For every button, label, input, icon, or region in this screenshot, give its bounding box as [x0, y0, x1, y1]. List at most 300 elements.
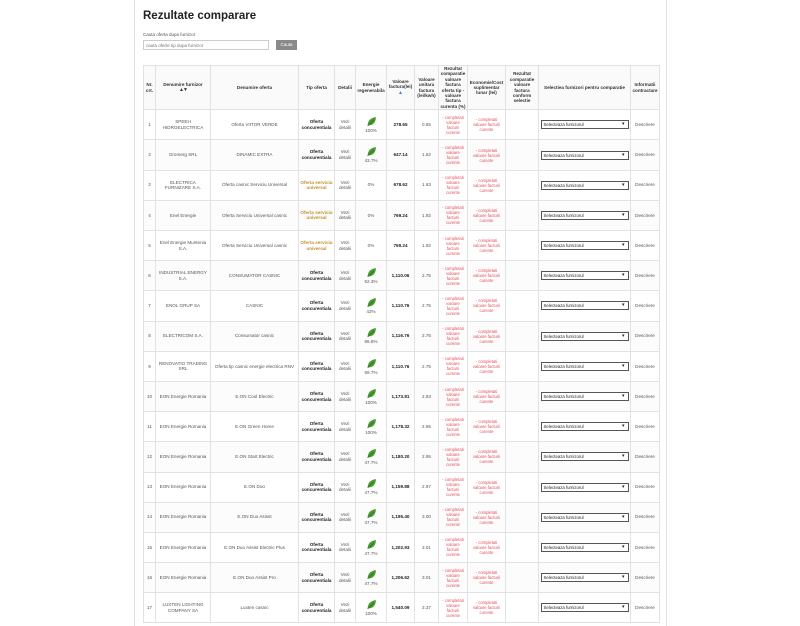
cell-valoare: 1,202.93 [387, 532, 415, 562]
cell-economie: - completati valoare facturii curente [468, 381, 506, 411]
cell-comparatie [506, 412, 539, 442]
supplier-select-value: Selecteaza furnizorul [543, 454, 584, 460]
cell-oferta: Luxten casnic [211, 593, 299, 623]
details-link[interactable]: Vezi detalii [338, 481, 351, 493]
cell-comparatie [506, 200, 539, 230]
supplier-select-value: Selecteaza furnizorul [543, 333, 584, 339]
cell-pret: 2.93 [415, 381, 439, 411]
cell-detalii[interactable] [335, 200, 356, 230]
cell-info[interactable] [631, 442, 660, 472]
cell-info[interactable] [631, 412, 660, 442]
col-header-valoare-label: Valoare factura(lei) [388, 79, 413, 90]
leaf-icon [357, 539, 385, 550]
cell-nr: 11 [144, 412, 156, 442]
supplier-select[interactable] [541, 181, 629, 190]
cell-comparatie [506, 472, 539, 502]
cell-tip: Oferta serviciu universal [299, 200, 335, 230]
cell-rezultat: - completati valoare facturii curente [439, 291, 468, 321]
cell-rezultat: - completati valoare facturii curente [439, 200, 468, 230]
supplier-select-value: Selecteaza furnizorul [543, 544, 584, 550]
cell-pret: 1.62 [415, 140, 439, 170]
table-row [144, 110, 660, 140]
cell-comparatie [506, 321, 539, 351]
cell-pret: 0.65 [415, 110, 439, 140]
description-link[interactable]: Descriere [635, 272, 655, 278]
supplier-select[interactable] [541, 543, 629, 552]
cell-info[interactable] [631, 110, 660, 140]
cell-comparatie [506, 231, 539, 261]
energie-value: 47.7% [364, 490, 378, 496]
cell-oferta: E.ON Duo Assist Electric Plus [211, 532, 299, 562]
col-header-rezultat: Rezultat comparatie valoare factura oferta tip - valoare factura curenta (%) [440, 66, 466, 109]
energie-value: 100% [365, 399, 377, 405]
cell-nr: 4 [144, 200, 156, 230]
supplier-select-value: Selecteaza furnizorul [543, 182, 584, 188]
cell-tip: Oferta concurentiala [299, 502, 335, 532]
cell-comparatie [506, 140, 539, 170]
cell-nr: 6 [144, 261, 156, 291]
energie-value: 100% [365, 611, 377, 617]
chevron-down-icon: ▾ [621, 543, 625, 550]
cell-selecteaza [539, 140, 631, 170]
cell-oferta: E.ON Duo Asisst [211, 502, 299, 532]
cell-info[interactable] [631, 381, 660, 411]
table-row [144, 563, 660, 593]
table-row [144, 200, 660, 230]
cell-tip: Oferta concurentiala [299, 381, 335, 411]
cell-detalii[interactable] [335, 532, 356, 562]
cell-rezultat: - completati valoare facturii curente [439, 261, 468, 291]
table-row [144, 291, 660, 321]
cell-tip: Oferta concurentiala [299, 412, 335, 442]
cell-detalii[interactable] [335, 231, 356, 261]
cell-energie [356, 291, 387, 321]
cell-selecteaza [539, 412, 631, 442]
cell-info[interactable] [631, 351, 660, 381]
cell-nr: 1 [144, 110, 156, 140]
cell-rezultat: - completati valoare facturii curente [439, 563, 468, 593]
leaf-icon [357, 418, 385, 429]
details-link[interactable]: Vezi detalii [338, 240, 351, 251]
cell-furnizor: INDUSTRIAL ENERGY S.A. [156, 261, 211, 291]
table-row [144, 170, 660, 200]
cell-comparatie [506, 351, 539, 381]
table-row [144, 412, 660, 442]
comparison-table [143, 65, 660, 623]
cell-economie: - completati valoare facturii curente [468, 170, 506, 200]
leaf-icon [357, 297, 385, 308]
cell-furnizor: ELECTRICOM S.A. [156, 321, 211, 351]
cell-energie [356, 261, 387, 291]
cell-selecteaza [539, 261, 631, 291]
cell-rezultat: - completati valoare facturii curente [439, 321, 468, 351]
chevron-down-icon: ▾ [621, 604, 625, 611]
cell-selecteaza [539, 502, 631, 532]
supplier-select-value: Selecteaza furnizorul [543, 484, 584, 490]
chevron-down-icon: ▾ [621, 574, 625, 581]
table-header-row [144, 66, 660, 110]
energie-value: 52.3% [364, 278, 378, 284]
col-header-selecteaza: Selectiea furnizori pentru comparatie [539, 66, 631, 110]
chevron-down-icon: ▾ [621, 513, 625, 520]
supplier-select-value: Selecteaza furnizorul [543, 303, 584, 309]
cell-valoare: 1,110.76 [387, 351, 415, 381]
energie-value: 47.7% [364, 580, 378, 586]
cell-info[interactable] [631, 321, 660, 351]
details-link[interactable]: Vezi detalii [338, 511, 351, 523]
cell-economie: - completati valoare facturii curente [468, 261, 506, 291]
supplier-select[interactable] [541, 241, 629, 250]
cell-selecteaza [539, 231, 631, 261]
cell-detalii[interactable] [335, 291, 356, 321]
chevron-down-icon: ▾ [621, 362, 625, 369]
description-link[interactable]: Descriere [635, 182, 655, 188]
cell-valoare: 1,178.32 [387, 412, 415, 442]
cell-oferta: Oferta Serviciu Universal casnic [211, 200, 299, 230]
sort-arrows-icon[interactable]: ▲▼ [179, 87, 187, 94]
cell-pret: 1.92 [415, 231, 439, 261]
details-link[interactable]: Vezi detalii [338, 390, 351, 402]
description-link[interactable]: Descriere [635, 303, 655, 309]
cell-economie: - completati valoare facturii curente [468, 231, 506, 261]
energie-value: 42% [366, 309, 376, 315]
energie-value: 100% [365, 128, 377, 134]
cell-oferta: E.ON Start Electric [211, 442, 299, 472]
cell-detalii[interactable] [335, 110, 356, 140]
cell-detalii[interactable] [335, 563, 356, 593]
cell-nr: 2 [144, 140, 156, 170]
energie-value: 0% [367, 242, 375, 248]
chevron-down-icon: ▾ [621, 151, 625, 158]
cell-rezultat: - completati valoare facturii curente [439, 351, 468, 381]
cell-info[interactable] [631, 231, 660, 261]
cell-nr: 7 [144, 291, 156, 321]
supplier-select[interactable] [541, 301, 629, 310]
cell-pret: 3.01 [415, 532, 439, 562]
cell-valoare: 1,540.09 [387, 593, 415, 623]
supplier-select[interactable] [541, 362, 629, 371]
cell-comparatie [506, 442, 539, 472]
cell-energie [356, 442, 387, 472]
table-row [144, 472, 660, 502]
supplier-select-value: Selecteaza furnizorul [543, 605, 584, 611]
supplier-select[interactable] [541, 513, 629, 522]
cell-info[interactable] [631, 140, 660, 170]
supplier-select-value: Selecteaza furnizorul [543, 152, 584, 158]
col-header-pret: Valoare unitara factura (lei/kwh) [415, 66, 439, 110]
cell-detalii[interactable] [335, 502, 356, 532]
cell-comparatie [506, 261, 539, 291]
cell-detalii[interactable] [335, 381, 356, 411]
cell-furnizor: Enel Energie Muntenia S.A. [156, 231, 211, 261]
col-header-furnizor[interactable] [156, 66, 211, 110]
description-link[interactable]: Descriere [635, 484, 655, 490]
leaf-icon [357, 388, 385, 399]
cell-selecteaza [539, 170, 631, 200]
leaf-icon [357, 146, 385, 157]
cell-selecteaza [539, 110, 631, 140]
cell-energie [356, 231, 387, 261]
cell-oferta: E.ON Duo Assist Pro [211, 563, 299, 593]
cell-rezultat: - completati valoare facturii curente [439, 110, 468, 140]
details-link[interactable]: Vezi detalii [338, 360, 351, 372]
supplier-select-value: Selecteaza furnizorul [543, 575, 584, 581]
details-link[interactable]: Vezi detalii [338, 179, 351, 191]
cell-info[interactable] [631, 261, 660, 291]
cell-energie [356, 200, 387, 230]
energie-value: 43.7% [364, 158, 378, 164]
cell-furnizor: EON Energie Romania [156, 502, 211, 532]
details-link[interactable]: Vezi detalii [338, 149, 351, 161]
table-row [144, 231, 660, 261]
supplier-select-value: Selecteaza furnizorul [543, 273, 584, 279]
description-link[interactable]: Descriere [635, 574, 655, 580]
col-header-oferta: Denumire oferta [211, 66, 299, 110]
description-link[interactable]: Descriere [635, 544, 655, 550]
cell-comparatie [506, 381, 539, 411]
cell-rezultat: - completati valoare facturii curente [439, 532, 468, 562]
supplier-select-value: Selecteaza furnizorul [543, 363, 584, 369]
description-link[interactable]: Descriere [635, 212, 655, 218]
description-link[interactable]: Descriere [635, 605, 655, 611]
cell-selecteaza [539, 593, 631, 623]
cell-oferta: Oferta VIITOR VERDE [211, 110, 299, 140]
cell-nr: 9 [144, 351, 156, 381]
supplier-select[interactable] [541, 151, 629, 160]
cell-economie: - completati valoare facturii curente [468, 351, 506, 381]
cell-valoare: 1,195.40 [387, 502, 415, 532]
cell-nr: 14 [144, 502, 156, 532]
details-link[interactable]: Vezi detalii [338, 119, 351, 130]
cell-info[interactable] [631, 563, 660, 593]
details-link[interactable]: Vezi detalii [338, 572, 351, 583]
cell-tip: Oferta concurentiala [299, 563, 335, 593]
cell-energie [356, 170, 387, 200]
cell-info[interactable] [631, 170, 660, 200]
supplier-select[interactable] [541, 573, 629, 582]
cell-nr: 12 [144, 442, 156, 472]
cell-rezultat: - completati valoare facturii curente [439, 381, 468, 411]
cell-info[interactable] [631, 200, 660, 230]
supplier-select[interactable] [541, 271, 629, 280]
cell-selecteaza [539, 472, 631, 502]
col-header-nr: Nr. crt. [144, 66, 156, 110]
cell-pret: 3.37 [415, 593, 439, 623]
page-title: Rezultate comparare [143, 10, 257, 22]
leaf-icon [357, 327, 385, 338]
cell-tip: Oferta serviciu universal [299, 231, 335, 261]
table-row [144, 261, 660, 291]
description-link[interactable]: Descriere [635, 514, 655, 520]
table-row [144, 532, 660, 562]
cell-pret: 3.01 [415, 563, 439, 593]
description-link[interactable]: Descriere [635, 242, 655, 248]
cell-pret: 2.75 [415, 291, 439, 321]
supplier-select-value: Selecteaza furnizorul [543, 424, 584, 430]
cell-economie: - completati valoare facturii curente [468, 291, 506, 321]
cell-pret: 1.63 [415, 170, 439, 200]
cell-furnizor: Gromerg SRL [156, 140, 211, 170]
energie-value: 100% [365, 429, 377, 435]
cell-nr: 16 [144, 563, 156, 593]
table-row [144, 593, 660, 623]
cell-valoare: 678.62 [387, 170, 415, 200]
cell-economie: - completati valoare facturii curente [468, 110, 506, 140]
energie-value: 86.8% [364, 339, 378, 345]
details-link[interactable]: Vezi detalii [338, 602, 351, 613]
supplier-select[interactable] [541, 392, 629, 401]
cell-valoare: 769.24 [387, 231, 415, 261]
description-link[interactable]: Descriere [635, 423, 655, 429]
cell-oferta: Oferta tip casnic energie electrica RNV [211, 351, 299, 381]
cell-detalii[interactable] [335, 351, 356, 381]
cell-selecteaza [539, 291, 631, 321]
cell-furnizor: EON Energie Romania [156, 442, 211, 472]
chevron-down-icon: ▾ [621, 121, 625, 128]
cell-energie [356, 412, 387, 442]
description-link[interactable]: Descriere [635, 363, 655, 369]
cell-pret: 2.95 [415, 412, 439, 442]
energie-value: 69.7% [364, 369, 378, 375]
description-link[interactable]: Descriere [635, 333, 655, 339]
cell-selecteaza [539, 563, 631, 593]
chevron-down-icon: ▾ [621, 242, 625, 249]
cell-oferta: E.ON Green Home [211, 412, 299, 442]
cell-detalii[interactable] [335, 261, 356, 291]
cell-oferta: Consumator casnic [211, 321, 299, 351]
cell-energie [356, 321, 387, 351]
cell-energie [356, 532, 387, 562]
energie-value: 0% [367, 212, 375, 218]
supplier-select[interactable] [541, 120, 629, 129]
cell-furnizor: EON Energie Romania [156, 412, 211, 442]
cell-rezultat: - completati valoare facturii curente [439, 472, 468, 502]
table-row [144, 351, 660, 381]
cell-detalii[interactable] [335, 412, 356, 442]
table-row [144, 381, 660, 411]
cell-tip: Oferta concurentiala [299, 472, 335, 502]
cell-pret: 2.75 [415, 261, 439, 291]
cell-rezultat: - completati valoare facturii curente [439, 412, 468, 442]
cell-selecteaza [539, 532, 631, 562]
cell-energie [356, 593, 387, 623]
cell-furnizor: Enel Energie [156, 200, 211, 230]
cell-detalii[interactable] [335, 321, 356, 351]
supplier-select[interactable] [541, 452, 629, 461]
cell-economie: - completati valoare facturii curente [468, 472, 506, 502]
cell-info[interactable] [631, 502, 660, 532]
cell-pret: 2.95 [415, 442, 439, 472]
search-button[interactable]: Cauta [276, 40, 297, 50]
details-link[interactable]: Vezi detalii [338, 541, 351, 553]
details-link[interactable]: Vezi detalii [338, 421, 351, 432]
details-link[interactable]: Vezi detalii [338, 270, 351, 281]
cell-energie [356, 502, 387, 532]
cell-info[interactable] [631, 291, 660, 321]
cell-oferta: E.ON Duo [211, 472, 299, 502]
cell-economie: - completati valoare facturii curente [468, 321, 506, 351]
cell-energie [356, 110, 387, 140]
cell-furnizor: EON Energie Romania [156, 563, 211, 593]
cell-comparatie [506, 110, 539, 140]
description-link[interactable]: Descriere [635, 122, 655, 128]
energie-value: 47.7% [364, 520, 378, 526]
supplier-select-value: Selecteaza furnizorul [543, 122, 584, 128]
description-link[interactable]: Descriere [635, 454, 655, 460]
cell-rezultat: - completati valoare facturii curente [439, 502, 468, 532]
cell-energie [356, 140, 387, 170]
chevron-down-icon: ▾ [621, 483, 625, 490]
cell-selecteaza [539, 321, 631, 351]
cell-economie: - completati valoare facturii curente [468, 593, 506, 623]
table-row [144, 502, 660, 532]
cell-valoare: 1,116.76 [387, 321, 415, 351]
supplier-select[interactable] [541, 422, 629, 431]
cell-detalii[interactable] [335, 170, 356, 200]
cell-tip: Oferta concurentiala [299, 110, 335, 140]
search-label: Cauta oferta dupa furnizor [143, 32, 196, 37]
details-link[interactable]: Vezi detalii [338, 300, 351, 311]
cell-nr: 15 [144, 532, 156, 562]
cell-pret: 2.75 [415, 351, 439, 381]
details-link[interactable]: Vezi detalii [338, 209, 351, 221]
supplier-select[interactable] [541, 483, 629, 492]
cell-furnizor: LUXTEN LIGHTING COMPANY SA [156, 593, 211, 623]
cell-rezultat: - completati valoare facturii curente [439, 170, 468, 200]
search-input[interactable] [143, 40, 269, 50]
cell-economie: - completati valoare facturii curente [468, 532, 506, 562]
cell-detalii[interactable] [335, 472, 356, 502]
table-row [144, 321, 660, 351]
col-header-valoare[interactable] [387, 66, 415, 110]
supplier-select[interactable] [541, 332, 629, 341]
details-link[interactable]: Vezi detalii [338, 451, 351, 462]
supplier-select[interactable] [541, 211, 629, 220]
sort-up-icon[interactable]: ▲ [398, 89, 403, 96]
cell-rezultat: - completati valoare facturii curente [439, 231, 468, 261]
cell-tip: Oferta concurentiala [299, 532, 335, 562]
leaf-icon [357, 599, 385, 610]
col-header-info: Informatii contractare [631, 66, 660, 110]
cell-nr: 10 [144, 381, 156, 411]
cell-info[interactable] [631, 593, 660, 623]
cell-energie [356, 563, 387, 593]
cell-info[interactable] [631, 472, 660, 502]
cell-info[interactable] [631, 532, 660, 562]
chevron-down-icon: ▾ [621, 332, 625, 339]
cell-valoare: 278.65 [387, 110, 415, 140]
chevron-down-icon: ▾ [621, 211, 625, 218]
leaf-icon [357, 358, 385, 369]
description-link[interactable]: Descriere [635, 393, 655, 399]
cell-furnizor: RENOVATIO TRADING SRL [156, 351, 211, 381]
details-link[interactable]: Vezi detalii [338, 330, 351, 342]
table-row [144, 442, 660, 472]
col-header-tip: Tip oferta [299, 66, 335, 110]
cell-furnizor: EON Energie Romania [156, 532, 211, 562]
cell-detalii[interactable] [335, 442, 356, 472]
cell-pret: 1.92 [415, 200, 439, 230]
cell-detalii[interactable] [335, 593, 356, 623]
col-header-comparatie: Rezultat comparatie valoare factura conform selectie [506, 66, 539, 110]
cell-detalii[interactable] [335, 140, 356, 170]
cell-tip: Oferta serviciu universal [299, 170, 335, 200]
supplier-select[interactable] [541, 603, 629, 612]
cell-furnizor: EON Energie Romania [156, 381, 211, 411]
description-link[interactable]: Descriere [635, 152, 655, 158]
cell-rezultat: - completati valoare facturii curente [439, 442, 468, 472]
supplier-select-value: Selecteaza furnizorul [543, 514, 584, 520]
